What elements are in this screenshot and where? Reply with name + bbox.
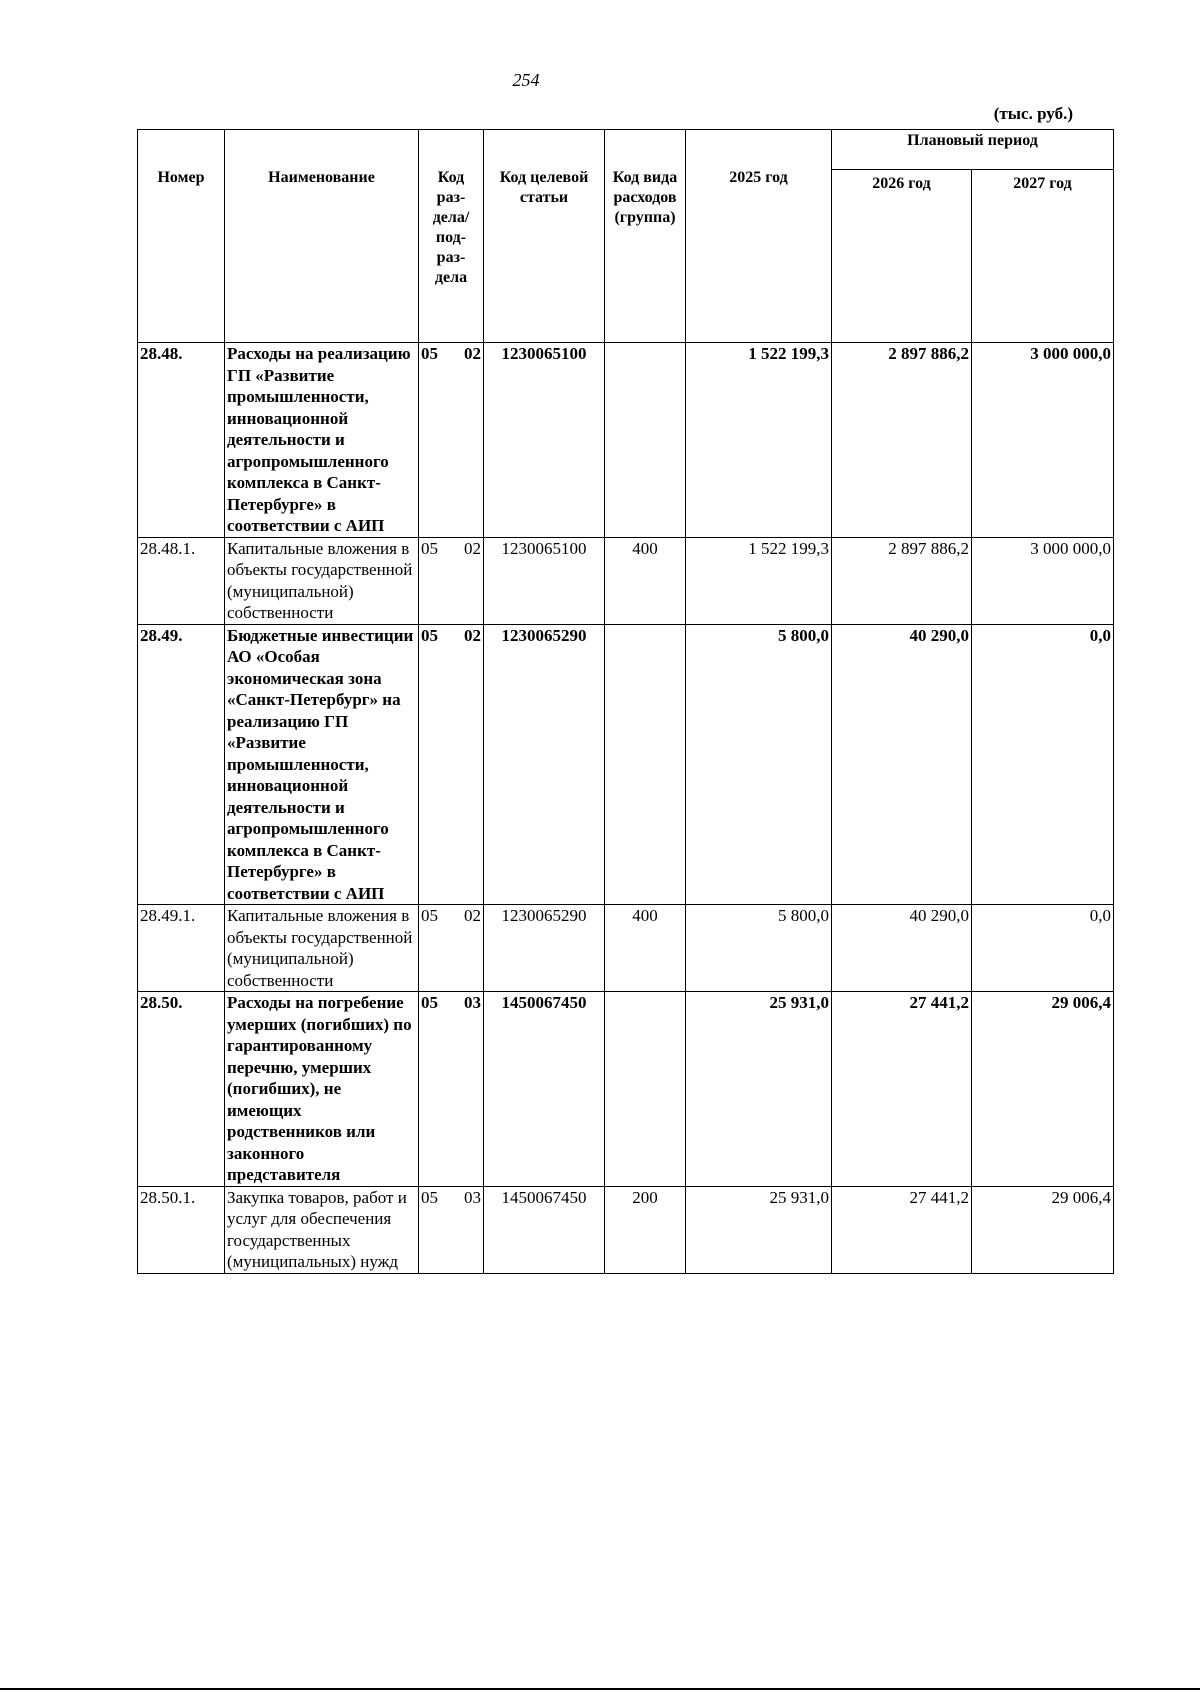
header-target-code: Код целевой статьи (484, 130, 605, 343)
cell-target-code: 1230065290 (484, 624, 605, 905)
table-row (138, 624, 1114, 905)
cell-expense-type (605, 343, 686, 538)
cell-year-2027: 0,0 (972, 905, 1114, 992)
cell-target-code: 1230065100 (484, 537, 605, 624)
table-header (138, 130, 1114, 343)
subsection: 02 (464, 625, 481, 645)
table-row (138, 992, 1114, 1187)
cell-section-code (419, 992, 484, 1187)
header-plan-period: Плановый период (832, 130, 1114, 170)
subsection: 02 (464, 538, 481, 558)
cell-year-2026: 2 897 886,2 (832, 537, 972, 624)
cell-name: Расходы на реализацию ГП «Развитие промышленности, инновационной деятельности и агропромышленного комплекса в Санкт-Петербурге» в соответствии с АИП (225, 343, 419, 538)
table-row (138, 537, 1114, 624)
units-label: (тыс. руб.) (993, 104, 1073, 123)
cell-section-code (419, 624, 484, 905)
cell-expense-type: 400 (605, 905, 686, 992)
table-row (138, 905, 1114, 992)
cell-name: Расходы на погребение умерших (погибших) по гарантированному перечню, умерших (погибших), не имеющих родственников или законного представителя (225, 992, 419, 1187)
cell-target-code: 1450067450 (484, 1186, 605, 1273)
header-name: Наименование (225, 130, 419, 343)
cell-section-code (419, 905, 484, 992)
cell-number: 28.49. (138, 624, 225, 905)
header-year-2026: 2026 год (832, 170, 972, 343)
cell-target-code: 1230065100 (484, 343, 605, 538)
header-year-2027: 2027 год (972, 170, 1114, 343)
cell-expense-type: 200 (605, 1186, 686, 1273)
cell-target-code: 1230065290 (484, 905, 605, 992)
cell-expense-type (605, 992, 686, 1187)
cell-year-2027: 29 006,4 (972, 992, 1114, 1187)
cell-name: Бюджетные инвестиции АО «Особая экономическая зона «Санкт-Петербург» на реализацию ГП «Развитие промышленности, инновационной деятельности и агропромышленного комплекса в Санкт-Петербурге» в соответствии с АИП (225, 624, 419, 905)
header-expense-type: Код вида расходов (группа) (605, 130, 686, 343)
cell-year-2026: 40 290,0 (832, 624, 972, 905)
cell-target-code: 1450067450 (484, 992, 605, 1187)
section: 05 (421, 1187, 438, 1207)
subsection: 03 (464, 1187, 481, 1207)
cell-expense-type (605, 624, 686, 905)
subsection: 02 (464, 906, 481, 925)
cell-year-2025: 1 522 199,3 (686, 343, 832, 538)
cell-name: Капитальные вложения в объекты государственной (муниципальной) собственности (225, 537, 419, 624)
section: 05 (421, 906, 438, 925)
cell-section-code (419, 343, 484, 538)
cell-number: 28.50. (138, 992, 225, 1187)
cell-name: Закупка товаров, работ и услуг для обеспечения государственных (муниципальных) нужд (225, 1186, 419, 1273)
cell-year-2027: 3 000 000,0 (972, 343, 1114, 538)
subsection: 03 (464, 993, 481, 1012)
table-body (138, 343, 1114, 1274)
table-row (138, 343, 1114, 538)
budget-table (137, 129, 1114, 1274)
cell-name: Капитальные вложения в объекты государственной (муниципальной) собственности (225, 905, 419, 992)
cell-section-code (419, 1186, 484, 1273)
cell-year-2027: 29 006,4 (972, 1186, 1114, 1273)
subsection: 02 (464, 344, 481, 363)
cell-year-2026: 27 441,2 (832, 1186, 972, 1273)
cell-year-2025: 1 522 199,3 (686, 537, 832, 624)
header-section-code: Код раз- дела/ под- раз- дела (419, 130, 484, 343)
header-year-2025: 2025 год (686, 130, 832, 343)
cell-year-2026: 2 897 886,2 (832, 343, 972, 538)
cell-number: 28.49.1. (138, 905, 225, 992)
cell-year-2025: 5 800,0 (686, 905, 832, 992)
cell-year-2026: 27 441,2 (832, 992, 972, 1187)
cell-number: 28.50.1. (138, 1186, 225, 1273)
cell-year-2025: 25 931,0 (686, 1186, 832, 1273)
cell-year-2027: 0,0 (972, 624, 1114, 905)
cell-section-code (419, 537, 484, 624)
header-number: Номер (138, 130, 225, 343)
section: 05 (421, 993, 438, 1012)
cell-number: 28.48. (138, 343, 225, 538)
cell-year-2025: 5 800,0 (686, 624, 832, 905)
section: 05 (421, 344, 438, 363)
cell-year-2027: 3 000 000,0 (972, 537, 1114, 624)
section: 05 (421, 538, 438, 558)
cell-number: 28.48.1. (138, 537, 225, 624)
cell-year-2025: 25 931,0 (686, 992, 832, 1187)
table-row (138, 1186, 1114, 1273)
page-bottom-border (0, 1688, 1200, 1690)
cell-expense-type: 400 (605, 537, 686, 624)
section: 05 (421, 625, 438, 645)
page-number: 254 (512, 70, 540, 90)
cell-year-2026: 40 290,0 (832, 905, 972, 992)
